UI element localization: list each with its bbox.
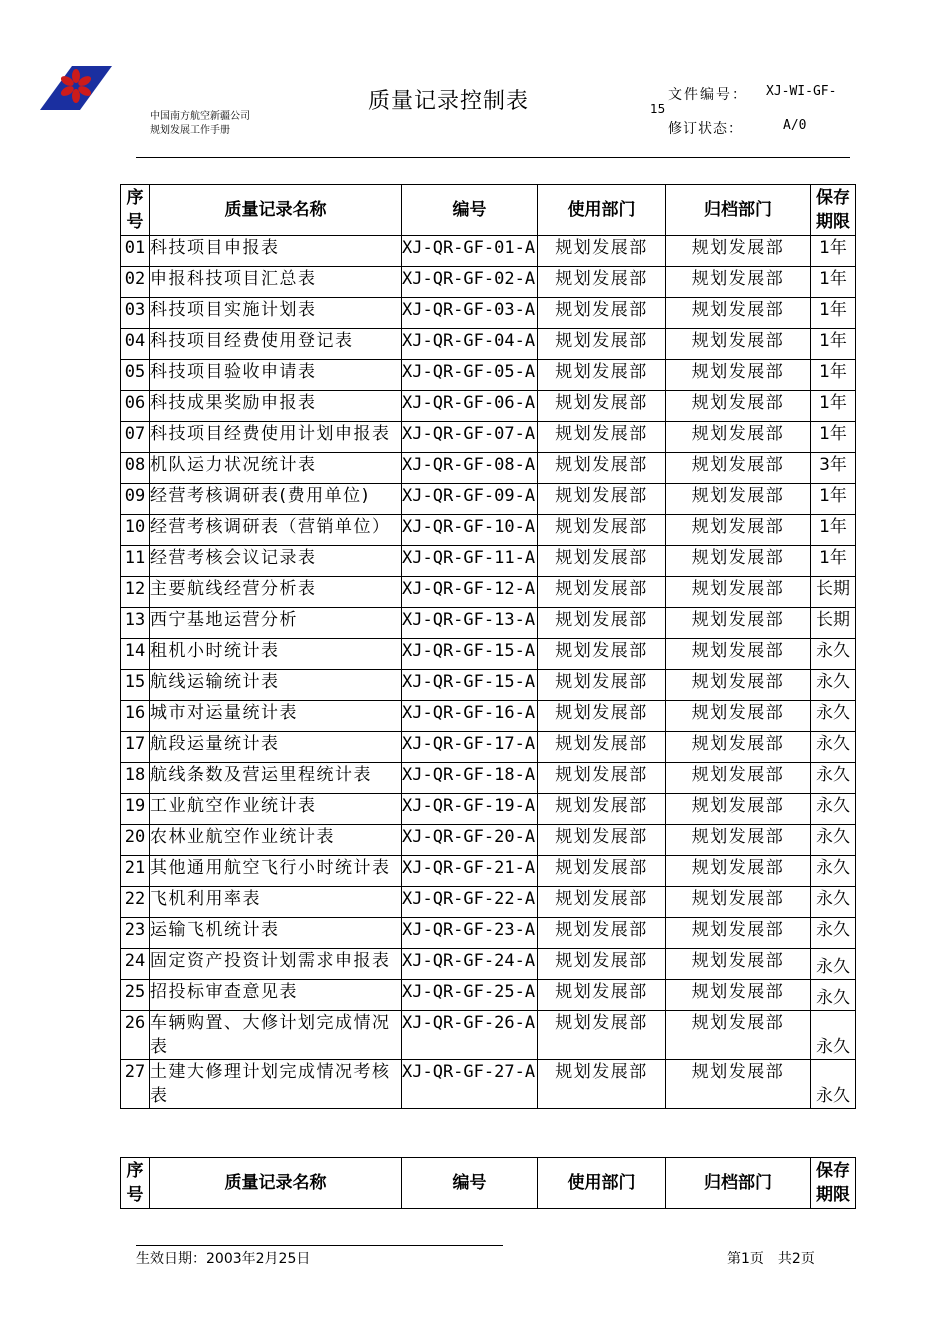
cell-retention: 1年 <box>811 329 856 360</box>
cell-use-dept: 规划发展部 <box>538 515 666 546</box>
cell-use-dept: 规划发展部 <box>538 949 666 980</box>
col-header-name: 质量记录名称 <box>150 185 402 236</box>
cell-no: 05 <box>121 360 150 391</box>
cell-archive-dept: 规划发展部 <box>666 639 811 670</box>
cell-no: 04 <box>121 329 150 360</box>
cell-record-name: 固定资产投资计划需求申报表 <box>150 949 402 980</box>
cell-code: XJ-QR-GF-23-A <box>402 918 538 949</box>
cell-retention: 永久 <box>811 1060 856 1109</box>
cell-code: XJ-QR-GF-15-A <box>402 639 538 670</box>
cell-use-dept: 规划发展部 <box>538 267 666 298</box>
cell-use-dept: 规划发展部 <box>538 918 666 949</box>
company-block <box>150 110 250 138</box>
cell-retention: 长期 <box>811 608 856 639</box>
cell-use-dept: 规划发展部 <box>538 732 666 763</box>
cell-code: XJ-QR-GF-12-A <box>402 577 538 608</box>
cell-record-name: 招投标审查意见表 <box>150 980 402 1011</box>
cell-code: XJ-QR-GF-09-A <box>402 484 538 515</box>
col-header-use-dept: 使用部门 <box>538 185 666 236</box>
cell-retention: 永久 <box>811 825 856 856</box>
cell-archive-dept: 规划发展部 <box>666 577 811 608</box>
cell-use-dept: 规划发展部 <box>538 1011 666 1060</box>
cell-no: 09 <box>121 484 150 515</box>
col-header-retention: 保存期限 <box>811 185 856 236</box>
effective-date: 生效日期：2003年2月25日 <box>136 1251 311 1267</box>
cell-archive-dept: 规划发展部 <box>666 701 811 732</box>
cell-no: 17 <box>121 732 150 763</box>
cell-use-dept: 规划发展部 <box>538 887 666 918</box>
cell-record-name: 工业航空作业统计表 <box>150 794 402 825</box>
cell-no: 06 <box>121 391 150 422</box>
cell-no: 13 <box>121 608 150 639</box>
cell-code: XJ-QR-GF-03-A <box>402 298 538 329</box>
table-row <box>121 267 856 298</box>
cell-retention: 长期 <box>811 577 856 608</box>
table-row <box>121 918 856 949</box>
cell-use-dept: 规划发展部 <box>538 422 666 453</box>
cell-retention: 1年 <box>811 360 856 391</box>
cell-use-dept: 规划发展部 <box>538 453 666 484</box>
cell-archive-dept: 规划发展部 <box>666 515 811 546</box>
table-row <box>121 794 856 825</box>
cell-retention: 永久 <box>811 980 856 1011</box>
cell-use-dept: 规划发展部 <box>538 794 666 825</box>
cell-no: 21 <box>121 856 150 887</box>
table-row <box>121 639 856 670</box>
cell-record-name: 农林业航空作业统计表 <box>150 825 402 856</box>
cell-archive-dept: 规划发展部 <box>666 763 811 794</box>
cell-archive-dept: 规划发展部 <box>666 360 811 391</box>
cell-record-name: 科技项目经费使用登记表 <box>150 329 402 360</box>
cell-code: XJ-QR-GF-11-A <box>402 546 538 577</box>
page-title: 质量记录控制表 <box>368 89 530 114</box>
cell-use-dept: 规划发展部 <box>538 980 666 1011</box>
cell-code: XJ-QR-GF-02-A <box>402 267 538 298</box>
cell-archive-dept: 规划发展部 <box>666 546 811 577</box>
cell-record-name: 飞机利用率表 <box>150 887 402 918</box>
cell-no: 20 <box>121 825 150 856</box>
table-row <box>121 1060 856 1109</box>
cell-use-dept: 规划发展部 <box>538 236 666 267</box>
cell-use-dept: 规划发展部 <box>538 360 666 391</box>
revision-label: 修订状态： <box>668 121 743 137</box>
cell-archive-dept: 规划发展部 <box>666 670 811 701</box>
table-header-row <box>121 185 856 236</box>
cell-no: 12 <box>121 577 150 608</box>
cell-no: 02 <box>121 267 150 298</box>
cell-use-dept: 规划发展部 <box>538 577 666 608</box>
cell-retention: 永久 <box>811 887 856 918</box>
header-divider <box>136 157 850 158</box>
cell-code: XJ-QR-GF-04-A <box>402 329 538 360</box>
cell-archive-dept: 规划发展部 <box>666 391 811 422</box>
col-header-no: 序号 <box>121 185 150 236</box>
col-header-archive-dept: 归档部门 <box>666 185 811 236</box>
cell-use-dept: 规划发展部 <box>538 1060 666 1109</box>
cell-code: XJ-QR-GF-18-A <box>402 763 538 794</box>
col-header-code: 编号 <box>402 1158 538 1209</box>
table-row <box>121 329 856 360</box>
cell-record-name: 科技成果奖励申报表 <box>150 391 402 422</box>
company-name: 中国南方航空新疆公司 <box>150 111 250 122</box>
records-table-continued <box>120 1157 856 1209</box>
cell-retention: 永久 <box>811 670 856 701</box>
cell-archive-dept: 规划发展部 <box>666 1011 811 1060</box>
cell-code: XJ-QR-GF-26-A <box>402 1011 538 1060</box>
cell-retention: 3年 <box>811 453 856 484</box>
footer-divider <box>136 1245 503 1246</box>
cell-code: XJ-QR-GF-13-A <box>402 608 538 639</box>
cell-code: XJ-QR-GF-15-A <box>402 670 538 701</box>
cell-record-name: 城市对运量统计表 <box>150 701 402 732</box>
cell-no: 01 <box>121 236 150 267</box>
cell-use-dept: 规划发展部 <box>538 391 666 422</box>
cell-use-dept: 规划发展部 <box>538 298 666 329</box>
cell-code: XJ-QR-GF-08-A <box>402 453 538 484</box>
table-row <box>121 608 856 639</box>
table-row <box>121 515 856 546</box>
cell-retention: 永久 <box>811 918 856 949</box>
cell-no: 22 <box>121 887 150 918</box>
cell-use-dept: 规划发展部 <box>538 329 666 360</box>
cell-code: XJ-QR-GF-06-A <box>402 391 538 422</box>
cell-code: XJ-QR-GF-19-A <box>402 794 538 825</box>
cell-record-name: 西宁基地运营分析 <box>150 608 402 639</box>
table-row <box>121 453 856 484</box>
cell-archive-dept: 规划发展部 <box>666 856 811 887</box>
cell-retention: 1年 <box>811 546 856 577</box>
cell-retention: 永久 <box>811 949 856 980</box>
cell-retention: 1年 <box>811 391 856 422</box>
cell-record-name: 航线运输统计表 <box>150 670 402 701</box>
cell-record-name: 科技项目申报表 <box>150 236 402 267</box>
cell-record-name: 租机小时统计表 <box>150 639 402 670</box>
table-row <box>121 1011 856 1060</box>
cell-code: XJ-QR-GF-27-A <box>402 1060 538 1109</box>
doc-number-label: 文件编号： <box>668 87 748 103</box>
cell-code: XJ-QR-GF-22-A <box>402 887 538 918</box>
table-row <box>121 236 856 267</box>
cell-record-name: 车辆购置、大修计划完成情况表 <box>150 1011 402 1060</box>
cell-retention: 永久 <box>811 732 856 763</box>
cell-retention: 永久 <box>811 1011 856 1060</box>
table-row <box>121 980 856 1011</box>
col-header-retention: 保存期限 <box>811 1158 856 1209</box>
records-table <box>120 184 856 1109</box>
table-row <box>121 856 856 887</box>
cell-no: 14 <box>121 639 150 670</box>
cell-no: 11 <box>121 546 150 577</box>
table-row <box>121 360 856 391</box>
cell-record-name: 土建大修理计划完成情况考核表 <box>150 1060 402 1109</box>
cell-archive-dept: 规划发展部 <box>666 732 811 763</box>
cell-code: XJ-QR-GF-07-A <box>402 422 538 453</box>
cell-retention: 1年 <box>811 298 856 329</box>
cell-no: 26 <box>121 1011 150 1060</box>
cell-retention: 永久 <box>811 794 856 825</box>
cell-record-name: 航线条数及营运里程统计表 <box>150 763 402 794</box>
cell-retention: 1年 <box>811 515 856 546</box>
table-row <box>121 391 856 422</box>
cell-no: 15 <box>121 670 150 701</box>
table-row <box>121 422 856 453</box>
doc-number-continuation: 15 <box>650 102 666 116</box>
cell-record-name: 其他通用航空飞行小时统计表 <box>150 856 402 887</box>
table-row <box>121 701 856 732</box>
cell-archive-dept: 规划发展部 <box>666 918 811 949</box>
cell-archive-dept: 规划发展部 <box>666 980 811 1011</box>
cell-code: XJ-QR-GF-05-A <box>402 360 538 391</box>
manual-name: 规划发展工作手册 <box>150 125 230 136</box>
cell-record-name: 航段运量统计表 <box>150 732 402 763</box>
cell-no: 25 <box>121 980 150 1011</box>
cell-record-name: 经营考核调研表(费用单位) <box>150 484 402 515</box>
cell-archive-dept: 规划发展部 <box>666 1060 811 1109</box>
table-row <box>121 577 856 608</box>
doc-number-value: XJ-WI-GF- <box>766 84 837 99</box>
cell-no: 07 <box>121 422 150 453</box>
cell-archive-dept: 规划发展部 <box>666 608 811 639</box>
cell-record-name: 经营考核调研表（营销单位） <box>150 515 402 546</box>
cell-no: 27 <box>121 1060 150 1109</box>
table-row <box>121 732 856 763</box>
table-row <box>121 484 856 515</box>
col-header-code: 编号 <box>402 185 538 236</box>
cell-record-name: 申报科技项目汇总表 <box>150 267 402 298</box>
company-logo-icon <box>40 62 112 114</box>
cell-archive-dept: 规划发展部 <box>666 949 811 980</box>
page-number: 第1页 共2页 <box>727 1251 815 1267</box>
cell-no: 08 <box>121 453 150 484</box>
cell-archive-dept: 规划发展部 <box>666 298 811 329</box>
cell-use-dept: 规划发展部 <box>538 763 666 794</box>
cell-code: XJ-QR-GF-21-A <box>402 856 538 887</box>
cell-retention: 永久 <box>811 639 856 670</box>
cell-no: 10 <box>121 515 150 546</box>
cell-no: 24 <box>121 949 150 980</box>
cell-archive-dept: 规划发展部 <box>666 794 811 825</box>
cell-retention: 1年 <box>811 267 856 298</box>
cell-archive-dept: 规划发展部 <box>666 887 811 918</box>
cell-use-dept: 规划发展部 <box>538 639 666 670</box>
table-row <box>121 949 856 980</box>
cell-no: 16 <box>121 701 150 732</box>
cell-use-dept: 规划发展部 <box>538 484 666 515</box>
cell-record-name: 科技项目验收申请表 <box>150 360 402 391</box>
cell-archive-dept: 规划发展部 <box>666 329 811 360</box>
cell-use-dept: 规划发展部 <box>538 825 666 856</box>
cell-record-name: 主要航线经营分析表 <box>150 577 402 608</box>
cell-code: XJ-QR-GF-20-A <box>402 825 538 856</box>
cell-record-name: 科技项目实施计划表 <box>150 298 402 329</box>
cell-code: XJ-QR-GF-01-A <box>402 236 538 267</box>
cell-retention: 1年 <box>811 236 856 267</box>
cell-retention: 1年 <box>811 422 856 453</box>
table-row <box>121 825 856 856</box>
cell-code: XJ-QR-GF-17-A <box>402 732 538 763</box>
col-header-no: 序号 <box>121 1158 150 1209</box>
cell-use-dept: 规划发展部 <box>538 608 666 639</box>
cell-use-dept: 规划发展部 <box>538 856 666 887</box>
table-row <box>121 670 856 701</box>
cell-code: XJ-QR-GF-10-A <box>402 515 538 546</box>
revision-value: A/0 <box>783 118 807 133</box>
cell-archive-dept: 规划发展部 <box>666 422 811 453</box>
table-row <box>121 546 856 577</box>
cell-use-dept: 规划发展部 <box>538 670 666 701</box>
cell-code: XJ-QR-GF-24-A <box>402 949 538 980</box>
cell-use-dept: 规划发展部 <box>538 701 666 732</box>
cell-code: XJ-QR-GF-16-A <box>402 701 538 732</box>
col-header-archive-dept: 归档部门 <box>666 1158 811 1209</box>
cell-archive-dept: 规划发展部 <box>666 484 811 515</box>
table-row <box>121 887 856 918</box>
table-row <box>121 298 856 329</box>
cell-retention: 1年 <box>811 484 856 515</box>
cell-record-name: 经营考核会议记录表 <box>150 546 402 577</box>
cell-no: 18 <box>121 763 150 794</box>
cell-record-name: 运输飞机统计表 <box>150 918 402 949</box>
cell-code: XJ-QR-GF-25-A <box>402 980 538 1011</box>
col-header-name: 质量记录名称 <box>150 1158 402 1209</box>
cell-archive-dept: 规划发展部 <box>666 236 811 267</box>
col-header-use-dept: 使用部门 <box>538 1158 666 1209</box>
cell-record-name: 科技项目经费使用计划申报表 <box>150 422 402 453</box>
cell-no: 03 <box>121 298 150 329</box>
cell-retention: 永久 <box>811 763 856 794</box>
cell-archive-dept: 规划发展部 <box>666 825 811 856</box>
cell-record-name: 机队运力状况统计表 <box>150 453 402 484</box>
cell-retention: 永久 <box>811 701 856 732</box>
cell-no: 19 <box>121 794 150 825</box>
cell-use-dept: 规划发展部 <box>538 546 666 577</box>
cell-archive-dept: 规划发展部 <box>666 267 811 298</box>
table-row <box>121 763 856 794</box>
cell-archive-dept: 规划发展部 <box>666 453 811 484</box>
cell-no: 23 <box>121 918 150 949</box>
table-header-row <box>121 1158 856 1209</box>
cell-retention: 永久 <box>811 856 856 887</box>
